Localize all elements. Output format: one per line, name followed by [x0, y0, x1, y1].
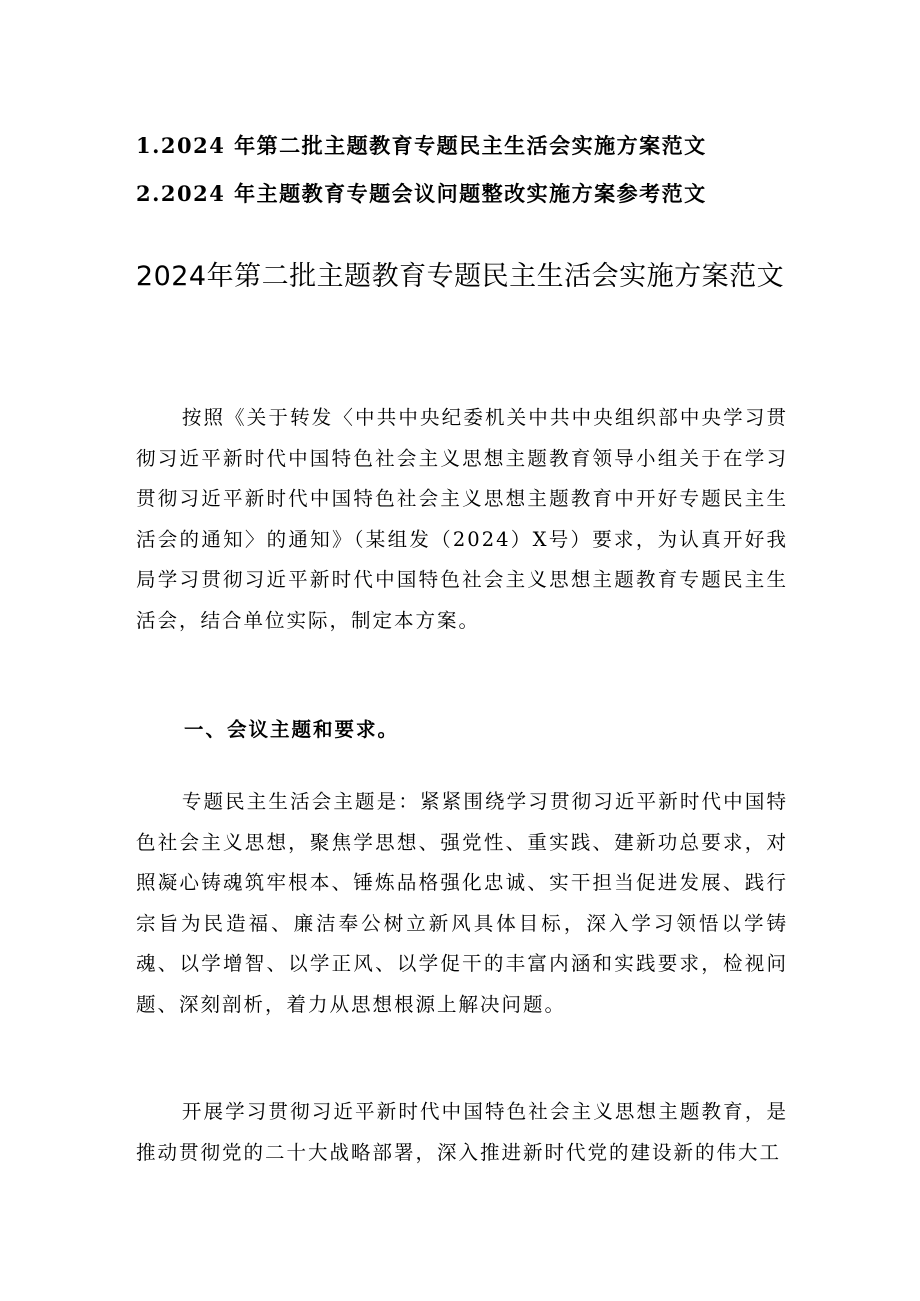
section-heading-1: 一、会议主题和要求。: [184, 718, 400, 741]
table-of-contents: [136, 122, 836, 218]
document-title: 2024年第二批主题教育专题民主生活会实施方案范文: [135, 261, 785, 292]
toc-item-1: 1.2024 年第二批主题教育专题民主生活会实施方案范文: [136, 133, 707, 158]
paragraph-intro: 按照《关于转发〈中共中央纪委机关中共中央组织部中央学习贯彻习近平新时代中国特色社会主义思想主题教育领导小组关于在学习贯彻习近平新时代中国特色社会主义思想主题教育中开好专题民主生活会的通知〉的通知》（某组发（2024）X号）要求，为认真开好我局学习贯彻习近平新时代中国特色社会主义思想主题教育专题民主生活会，结合单位实际，制定本方案。: [136, 406, 788, 632]
paragraph-significance: 开展学习贯彻习近平新时代中国特色社会主义思想主题教育，是推动贯彻党的二十大战略部署，深入推进新时代党的建设新的伟大工: [136, 1100, 788, 1164]
paragraph-theme: 专题民主生活会主题是：紧紧围绕学习贯彻习近平新时代中国特色社会主义思想，聚焦学思想、强党性、重实践、建新功总要求，对照凝心铸魂筑牢根本、锤炼品格强化忠诚、实干担当促进发展、践行宗旨为民造福、廉洁奉公树立新风具体目标，深入学习领悟以学铸魂、以学增智、以学正风、以学促干的丰富内涵和实践要求，检视问题、深刻剖析，着力从思想根源上解决问题。: [136, 790, 788, 1016]
toc-item-2: 2.2024 年主题教育专题会议问题整改实施方案参考范文: [136, 181, 707, 206]
